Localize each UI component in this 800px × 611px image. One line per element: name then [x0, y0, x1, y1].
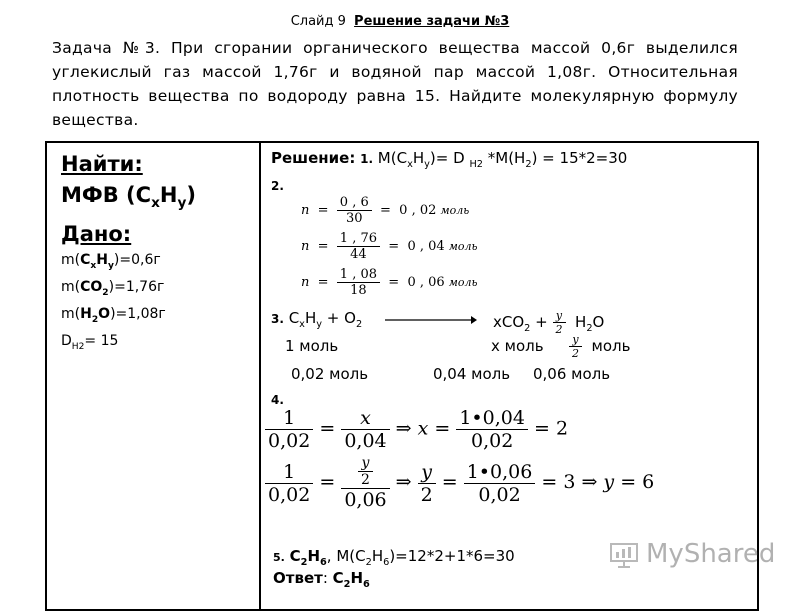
step-1: Решение: 1. $M(C_xH_y)= D$ $_{H2}$ $*M(H_2) = 15*2=30$ — [271, 149, 628, 170]
watermark — [608, 538, 775, 570]
given-column — [61, 149, 251, 357]
given-mass-h2o: $m(H_2O)=1,08г$ — [61, 305, 166, 325]
task-statement: Задача №3. При сгорании органического вещества массой 0,6г выделился углекислый газ массой 1,76г и водяной пар массой 1,08г. Относительная плотность вещества по водороду равна 15. Найдите молекулярную формулу вещества. — [52, 39, 738, 129]
given-mass-substance: $m(C_xH_y)=0,6г$ — [61, 252, 161, 271]
step-2-number: 2. — [271, 179, 284, 193]
calc-y: $\frac{1}{0,02}$ = $\frac{\frac{y}{2}}{0,06}$ ⇒ $\frac{y}{2}$ = $\frac{1•0,06}{0,02}$ = 3 ⇒ y = 6 — [265, 455, 654, 511]
slide-header — [0, 14, 800, 29]
mol-ratio-y: $\frac{y}{2}$ моль — [569, 333, 630, 360]
amount-co2: 0,04 моль — [433, 365, 511, 383]
step-5: 5. $C_2H_6$, $M(C_2H_6)=12*2+1*6=30$ — [273, 547, 515, 568]
amount-substance: 0,02 моль — [291, 365, 369, 383]
column-divider — [259, 143, 261, 609]
given-mass-co2: $m(CO_2)=1,76г$ — [61, 278, 165, 298]
moles-co2: n = $\frac{1 , 76}{44}$ = 0 , 04 моль — [301, 231, 478, 262]
step-3-products: xCO$_2$ + $\frac{y}{2}$ $H_2O$ — [493, 309, 605, 336]
step-3-equation: 3. $C_xH_y + O_2$ — [271, 309, 363, 330]
step-4-number: 4. — [271, 393, 284, 407]
slide-title: Решение задачи №3 — [354, 14, 510, 29]
moles-carbon: n = $\frac{0 , 6}{30}$ = 0 , 02 моль — [301, 195, 470, 226]
mol-ratio-1: 1 моль — [285, 337, 339, 355]
find-target: МФВ $(C_xH_y)$ — [61, 183, 196, 212]
reaction-arrow-icon — [385, 314, 477, 326]
given-density: $D_{H2}= 15$ — [61, 332, 119, 352]
mol-ratio-x: х моль — [491, 337, 544, 355]
calc-x: $\frac{1}{0,02}$ = $\frac{x}{0,04}$ ⇒ x = $\frac{1•0,04}{0,02}$ = 2 — [265, 407, 568, 452]
slide-number: Слайд 9 — [290, 14, 346, 29]
watermark-text: MyShared — [646, 539, 776, 569]
find-heading: Найти: — [61, 152, 143, 176]
moles-h2o: n = $\frac{1 , 08}{18}$ = 0 , 06 моль — [301, 267, 478, 298]
answer: Ответ: $C_2H_6$ — [273, 569, 370, 590]
presentation-screen-icon — [608, 538, 640, 570]
amount-h2o: 0,06 моль — [533, 365, 611, 383]
given-heading: Дано: — [61, 222, 132, 247]
